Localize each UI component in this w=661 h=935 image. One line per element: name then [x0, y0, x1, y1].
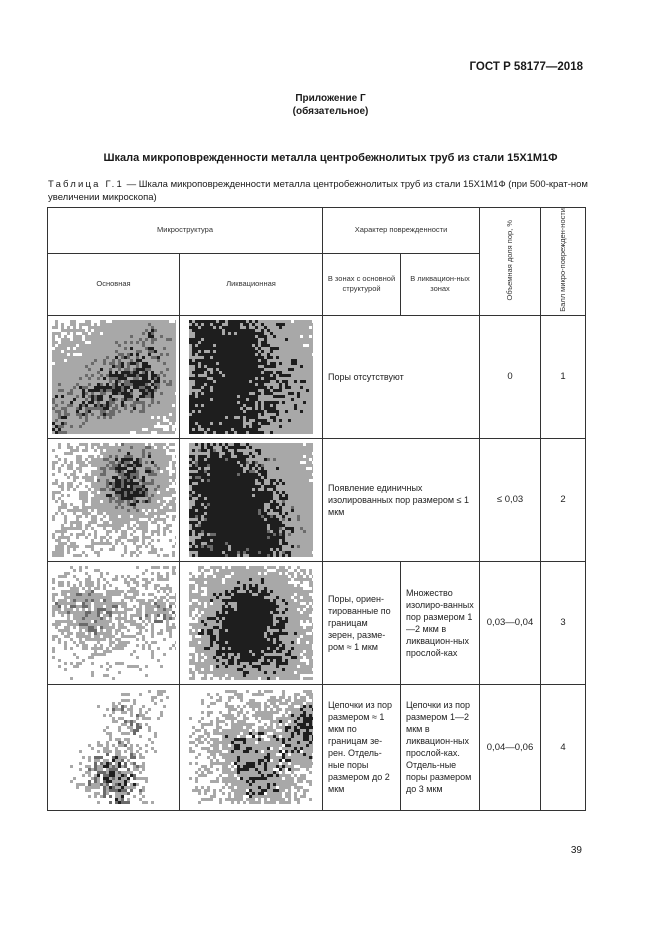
damage-description-base: Поры, ориен-тированные по границам зерен, разме-ром ≈ 1 мкм	[323, 561, 401, 684]
table-caption	[48, 178, 588, 204]
damage-score-value: 2	[541, 438, 586, 561]
micrograph-liquation-cell	[180, 684, 323, 810]
micrograph-base-cell	[48, 684, 180, 810]
micrograph-liquation-cell	[180, 315, 323, 438]
header-base: Основная	[48, 253, 180, 315]
micrograph-base-cell	[48, 438, 180, 561]
micrograph-base-score-2	[52, 443, 176, 557]
damage-score-value: 4	[541, 684, 586, 810]
table-caption-text: — Шкала микроповрежденности металла центробежнолитых труб из стали 15Х1М1Ф (при 500-крат-ном увеличении микроскопа)	[48, 179, 588, 203]
table-row	[48, 684, 586, 810]
volume-fraction-value: 0	[480, 315, 541, 438]
annex-title: Приложение Г	[295, 93, 366, 104]
damage-description-liquation: Множество изолиро-ванных пор размером 1—2 мкм в ликвацион-ных прослой-ках	[401, 561, 480, 684]
micrograph-base-score-1	[52, 320, 176, 434]
volume-fraction-value: 0,03—0,04	[480, 561, 541, 684]
table-row	[48, 438, 586, 561]
damage-score-value: 1	[541, 315, 586, 438]
standard-designation: ГОСТ Р 58177—2018	[469, 61, 583, 73]
micrograph-base-cell	[48, 315, 180, 438]
table-row	[48, 315, 586, 438]
annex-status: (обязательное)	[292, 106, 369, 117]
header-liquation: Ликвационная	[180, 253, 323, 315]
header-microstructure: Микроструктура	[48, 208, 323, 254]
header-volume-fraction-text: Объемная доля пор, %	[505, 219, 515, 301]
micrograph-liquation-score-4	[189, 690, 313, 804]
header-in-liquation-zones: В ликвацион-ных зонах	[401, 253, 480, 315]
header-in-base-zones: В зонах с основной структурой	[323, 253, 401, 315]
table-row	[48, 561, 586, 684]
micrograph-base-score-3	[52, 566, 176, 680]
header-volume-fraction	[480, 208, 541, 316]
damage-description-liquation: Цепочки из пор размером 1—2 мкм в ликвацион-ных прослой-ках. Отдель-ные поры размером до 3 мкм	[401, 684, 480, 810]
damage-score-value: 3	[541, 561, 586, 684]
damage-description: Поры отсутствуют	[323, 315, 480, 438]
volume-fraction-value: 0,04—0,06	[480, 684, 541, 810]
damage-description-base: Цепочки из пор размером ≈ 1 мкм по границам зе-рен. Отдель-ные поры размером до 2 мкм	[323, 684, 401, 810]
annex-block	[0, 92, 661, 118]
micrograph-liquation-cell	[180, 561, 323, 684]
damage-description: Появление единичных изолированных пор размером ≤ 1 мкм	[323, 438, 480, 561]
micrograph-liquation-score-3	[189, 566, 313, 680]
header-row-1	[48, 208, 586, 254]
micrograph-liquation-cell	[180, 438, 323, 561]
micrograph-liquation-score-1	[189, 320, 313, 434]
micrograph-base-score-4	[52, 690, 176, 804]
micrograph-liquation-score-2	[189, 443, 313, 557]
damage-scale-table	[47, 207, 586, 811]
page-number: 39	[570, 845, 582, 856]
volume-fraction-value: ≤ 0,03	[480, 438, 541, 561]
header-damage-score-text: Балл микро-поврежден-ности	[558, 208, 568, 312]
micrograph-base-cell	[48, 561, 180, 684]
header-damage-score	[541, 208, 586, 316]
table-caption-label: Таблица Г.1	[48, 179, 124, 190]
header-damage-character: Характер поврежденности	[323, 208, 480, 254]
section-heading: Шкала микроповрежденности металла центробежнолитых труб из стали 15Х1М1Ф	[103, 152, 558, 164]
